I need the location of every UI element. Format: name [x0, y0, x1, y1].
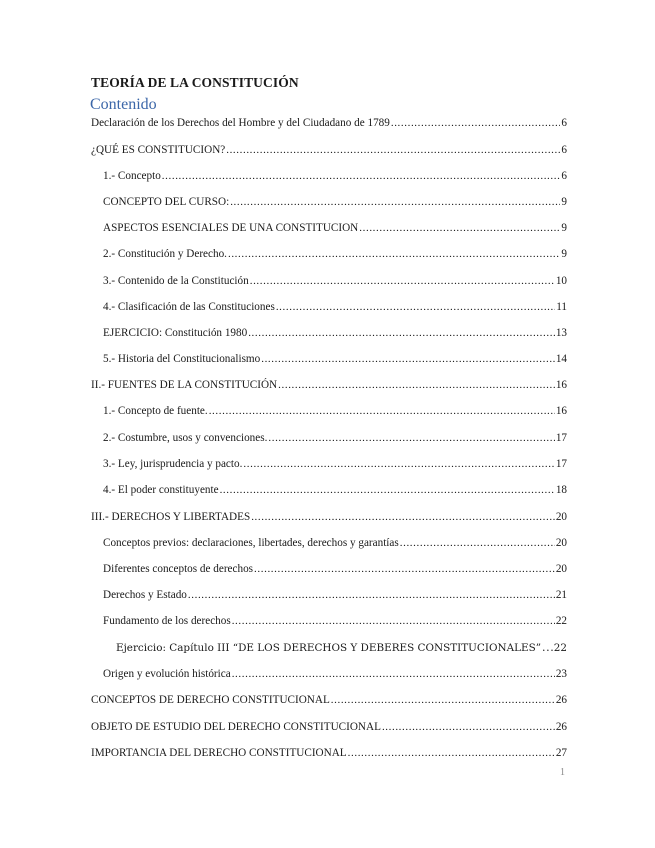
toc-entry[interactable]: [103, 300, 567, 314]
toc-entry-leader: [542, 641, 553, 655]
toc-entry-label: EJERCICIO: Constitución 1980: [103, 327, 248, 339]
toc-entry[interactable]: [91, 746, 567, 760]
toc-entry[interactable]: [103, 247, 567, 261]
toc-entry-label: 4.- Clasificación de las Constituciones: [103, 301, 275, 313]
toc-entry-page: 20: [555, 563, 567, 575]
toc-entry[interactable]: [103, 483, 567, 497]
toc-entry[interactable]: [103, 352, 567, 366]
toc-entry[interactable]: [103, 195, 567, 209]
toc-entry[interactable]: [103, 221, 567, 235]
toc-entry-page: 14: [555, 353, 567, 365]
toc-entry-label: 2.- Constitución y Derecho.: [103, 248, 227, 260]
toc-entry-leader: [228, 247, 560, 261]
toc-entry-leader: [251, 510, 555, 524]
toc-entry-page: 18: [555, 484, 567, 496]
toc-entry-page: 26: [555, 721, 567, 733]
toc-entry-page: 22: [555, 615, 567, 627]
toc-entry-page: 22: [553, 642, 567, 654]
toc-entry-label: III.- DERECHOS Y LIBERTADES: [91, 511, 251, 523]
toc-entry-page: 6: [561, 170, 567, 182]
toc-entry-label: Ejercicio: Capítulo III “DE LOS DERECHOS Y DEBERES CONSTITUCIONALES”: [116, 642, 542, 654]
toc-entry-page: 20: [555, 537, 567, 549]
toc-entry-leader: [248, 326, 555, 340]
toc-entry-page: 21: [555, 589, 567, 601]
toc-entry[interactable]: [103, 457, 567, 471]
toc-entry-leader: [188, 588, 555, 602]
toc-entry[interactable]: [103, 588, 567, 602]
toc-entry-page: 9: [561, 196, 567, 208]
toc-entry[interactable]: [91, 116, 567, 130]
toc-entry[interactable]: [91, 510, 567, 524]
toc-entry-leader: [232, 667, 555, 681]
toc-entry-leader: [261, 352, 555, 366]
toc-entry[interactable]: [103, 169, 567, 183]
toc-entry-label: CONCEPTOS DE DERECHO CONSTITUCIONAL: [91, 694, 330, 706]
toc-entry-leader: [348, 746, 555, 760]
toc-entry-page: 13: [555, 327, 567, 339]
toc-heading: Contenido: [90, 96, 157, 113]
toc-entry-leader: [250, 274, 555, 288]
toc-entry-leader: [278, 378, 555, 392]
toc-entry-leader: [230, 195, 560, 209]
toc-entry-page: 16: [555, 405, 567, 417]
toc-entry[interactable]: [116, 641, 567, 655]
toc-entry-page: 23: [555, 668, 567, 680]
toc-entry[interactable]: [103, 404, 567, 418]
toc-entry-label: 4.- El poder constituyente: [103, 484, 219, 496]
toc-entry-page: 17: [555, 432, 567, 444]
toc-entry-page: 10: [555, 275, 567, 287]
toc-entry-label: Origen y evolución histórica: [103, 668, 231, 680]
toc-entry[interactable]: [103, 431, 567, 445]
toc-entry-leader: [276, 300, 555, 314]
toc-entry-leader: [254, 562, 555, 576]
toc-entry-label: 3.- Ley, jurisprudencia y pacto.: [103, 458, 243, 470]
document-title: TEORÍA DE LA CONSTITUCIÓN: [91, 75, 299, 90]
toc-entry-leader: [220, 483, 555, 497]
toc-entry-page: 6: [561, 144, 567, 156]
toc-entry[interactable]: [103, 614, 567, 628]
toc-entry[interactable]: [103, 562, 567, 576]
toc-entry-page: 9: [561, 222, 567, 234]
toc-entry[interactable]: [103, 274, 567, 288]
toc-entry-label: 2.- Costumbre, usos y convenciones.: [103, 432, 268, 444]
toc-entry-label: 1.- Concepto de fuente.: [103, 405, 208, 417]
toc-entry-leader: [359, 221, 560, 235]
toc-entry-label: Diferentes conceptos de derechos: [103, 563, 254, 575]
toc-entry[interactable]: [91, 143, 567, 157]
toc-entry-leader: [400, 536, 555, 550]
toc-entry[interactable]: [103, 326, 567, 340]
toc-entry[interactable]: [91, 720, 567, 734]
toc-entry-label: Derechos y Estado: [103, 589, 187, 601]
toc-entry-label: ¿QUÉ ES CONSTITUCION?: [91, 144, 226, 156]
toc-entry-page: 9: [561, 248, 567, 260]
toc-entry-leader: [331, 693, 555, 707]
toc-entry-label: 3.- Contenido de la Constitución: [103, 275, 249, 287]
toc-entry-label: IMPORTANCIA DEL DERECHO CONSTITUCIONAL: [91, 747, 347, 759]
toc-entry-leader: [382, 720, 555, 734]
toc-entry-leader: [243, 457, 554, 471]
toc-entry-page: 20: [555, 511, 567, 523]
toc-entry-page: 17: [555, 458, 567, 470]
toc-entry-page: 11: [556, 301, 567, 313]
toc-entry[interactable]: [91, 693, 567, 707]
toc-entry-label: Fundamento de los derechos: [103, 615, 231, 627]
toc-entry[interactable]: [103, 536, 567, 550]
toc-entry-leader: [268, 431, 554, 445]
page-number: 1: [560, 767, 565, 778]
toc-entry-label: Declaración de los Derechos del Hombre y del Ciudadano de 1789: [91, 117, 390, 129]
toc-entry-label: ASPECTOS ESENCIALES DE UNA CONSTITUCION: [103, 222, 359, 234]
toc-entry-page: 16: [555, 379, 567, 391]
toc-entry-label: 5.- Historia del Constitucionalismo: [103, 353, 261, 365]
toc-entry-label: 1.- Concepto: [103, 170, 161, 182]
toc-entry-leader: [209, 404, 555, 418]
toc-entry-label: OBJETO DE ESTUDIO DEL DERECHO CONSTITUCIONAL: [91, 721, 381, 733]
toc-entry[interactable]: [103, 667, 567, 681]
toc-entry-label: CONCEPTO DEL CURSO:: [103, 196, 230, 208]
toc-entry-page: 27: [555, 747, 567, 759]
toc-entry-page: 26: [555, 694, 567, 706]
toc-entry-leader: [391, 116, 561, 130]
toc-entry-leader: [226, 143, 560, 157]
toc-entry-leader: [232, 614, 555, 628]
toc-entry[interactable]: [91, 378, 567, 392]
toc-entry-label: Conceptos previos: declaraciones, libertades, derechos y garantías: [103, 537, 399, 549]
toc-entry-leader: [162, 169, 561, 183]
toc-entry-page: 6: [561, 117, 567, 129]
toc-entry-label: II.- FUENTES DE LA CONSTITUCIÓN: [91, 379, 278, 391]
